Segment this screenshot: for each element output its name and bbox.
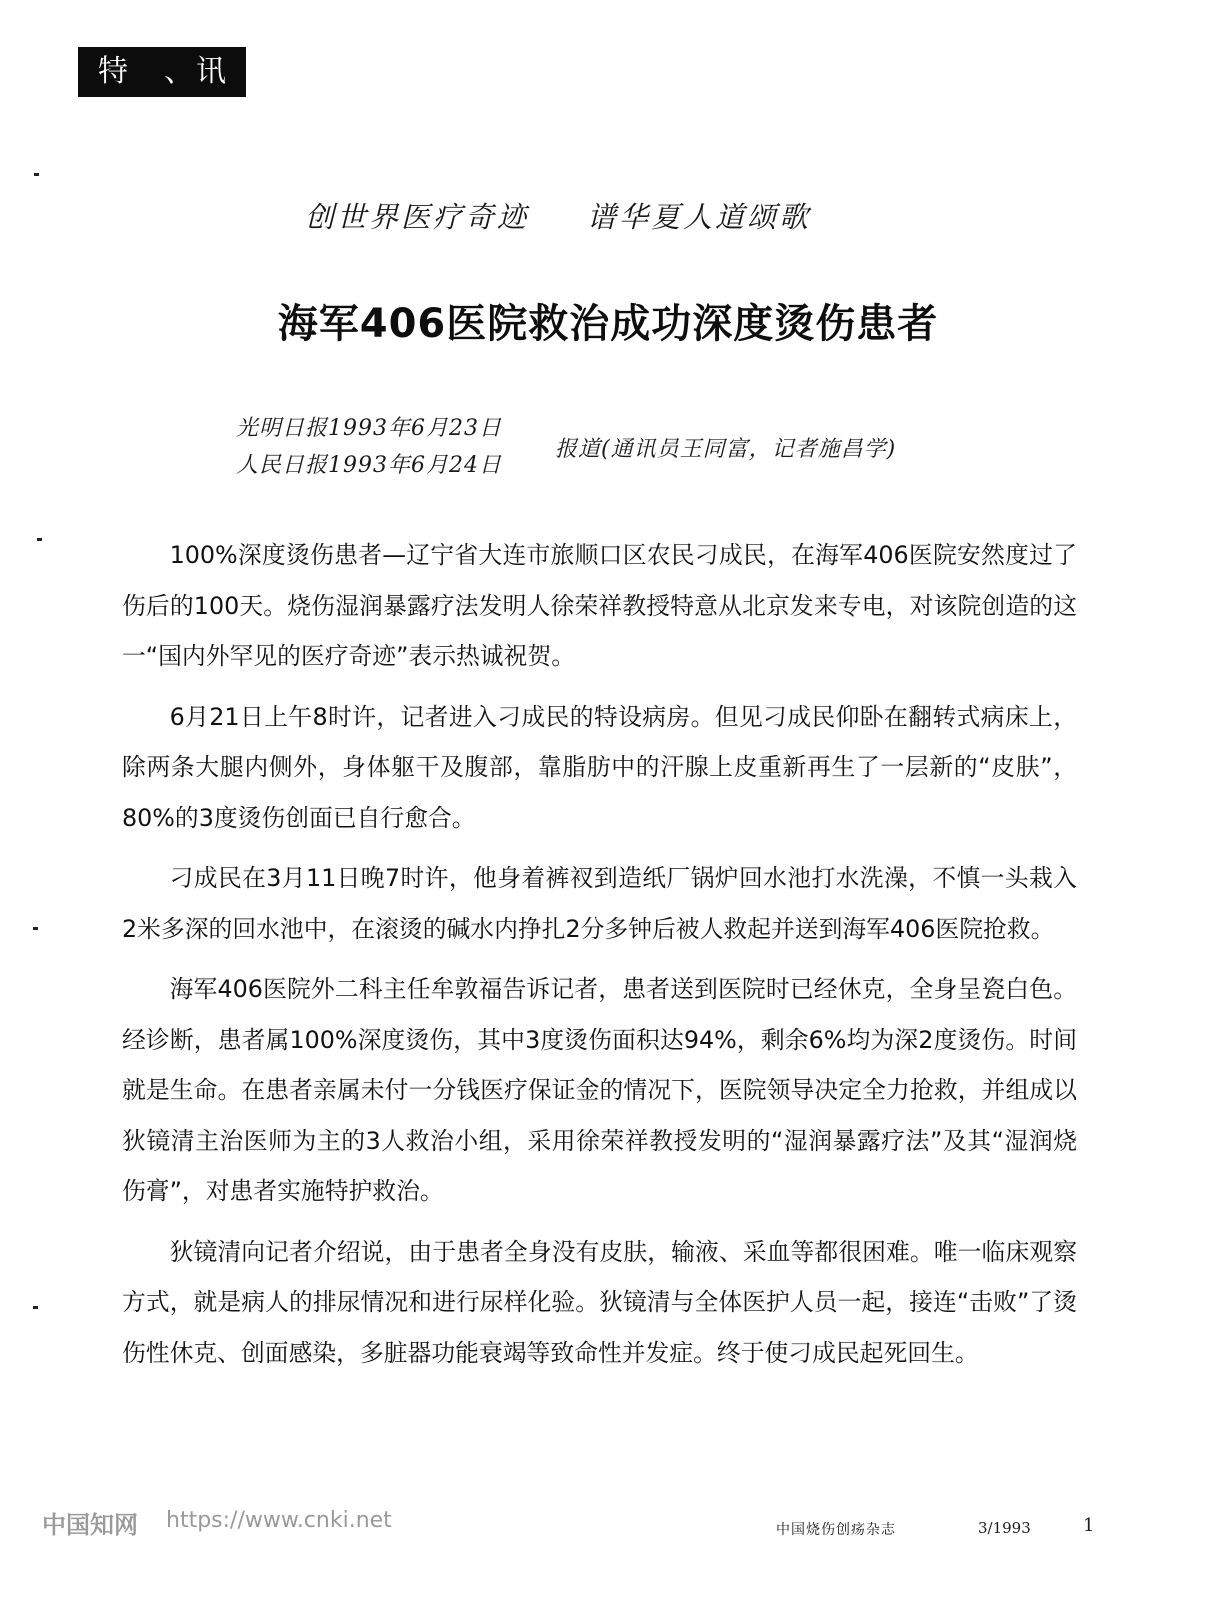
scan-speck xyxy=(34,173,39,176)
section-tag-mid: 、 xyxy=(164,54,196,89)
subtitle-left: 创世界医疗奇迹 xyxy=(305,200,530,234)
page-number: 1 xyxy=(1083,1515,1095,1536)
cnki-url[interactable]: https://www.cnki.net xyxy=(166,1508,392,1533)
article-subtitle xyxy=(305,195,811,236)
scan-speck xyxy=(37,538,42,541)
scan-speck xyxy=(33,927,38,930)
body-paragraph: 6月21日上午8时许，记者进入刁成民的特设病房。但见刁成民仰卧在翻转式病床上，除两条大腿内侧外，身体躯干及腹部，靠脂肪中的汗腺上皮重新再生了一层新的“皮肤”，80%的3度烫伤创面已自行愈合。 xyxy=(122,702,1077,832)
body-paragraph: 狄镜清向记者介绍说，由于患者全身没有皮肤，输液、采血等都很困难。唯一临床观察方式，就是病人的排尿情况和进行尿样化验。狄镜清与全体医护人员一起，接连“击败”了烫伤性休克、创面感染，多脏器功能衰竭等致命性并发症。终于使刁成民起死回生。 xyxy=(122,1237,1077,1367)
source-line: 光明日报1993年6月23日 xyxy=(236,416,502,441)
section-tag-right: 讯 xyxy=(196,54,228,89)
journal-name: 中国烧伤创疡杂志 xyxy=(776,1522,896,1538)
report-credit: 报道(通讯员王同富，记者施昌学) xyxy=(555,437,897,462)
journal-issue: 3/1993 xyxy=(978,1519,1031,1537)
source-line: 人民日报1993年6月24日 xyxy=(236,453,502,478)
article-headline: 海军406医院救治成功深度烫伤患者 xyxy=(277,301,939,347)
body-paragraph: 海军406医院外二科主任牟敦福告诉记者，患者送到医院时已经休克，全身呈瓷白色。经诊断，患者属100%深度烫伤，其中3度烫伤面积达94%，剩余6%均为深2度烫伤。时间就是生命。在患者亲属未付一分钱医疗保证金的情况下，医院领导决定全力抢救，并组成以狄镜清主治医师为主的3人救治小组，采用徐荣祥教授发明的“湿润暴露疗法”及其“湿润烧伤膏”，对患者实施特护救治。 xyxy=(122,975,1077,1205)
article-body xyxy=(122,530,1077,1388)
body-paragraph: 刁成民在3月11日晚7时许，他身着裤衩到造纸厂锅炉回水池打水洗澡，不慎一头栽入2米多深的回水池中，在滚烫的碱水内挣扎2分多钟后被人救起并送到海军406医院抢救。 xyxy=(122,864,1077,943)
source-list xyxy=(236,410,502,484)
section-tag-left: 特 xyxy=(98,54,130,89)
section-tag xyxy=(78,47,246,97)
subtitle-right: 谱华夏人道颂歌 xyxy=(587,200,812,234)
body-paragraph: 100%深度烫伤患者—辽宁省大连市旅顺口区农民刁成民，在海军406医院安然度过了伤后的100天。烧伤湿润暴露疗法发明人徐荣祥教授特意从北京发来专电，对该院创造的这一“国内外罕见的医疗奇迹”表示热诚祝贺。 xyxy=(122,541,1077,670)
scan-speck xyxy=(33,1306,38,1309)
cnki-logo: 中国知网 xyxy=(42,1511,138,1539)
